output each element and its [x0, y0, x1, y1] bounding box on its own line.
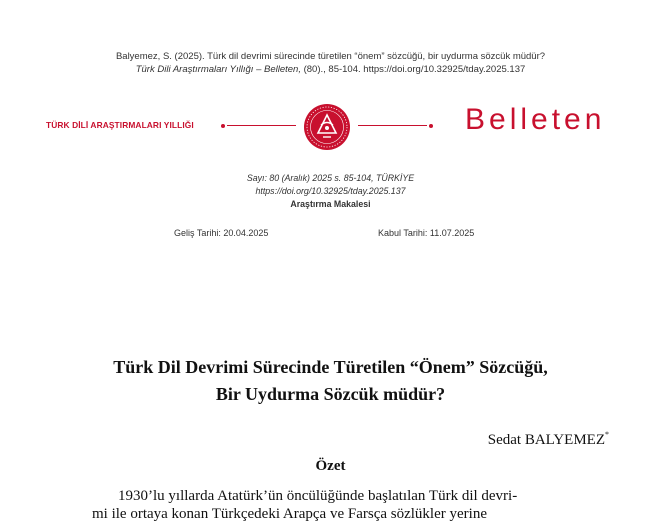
divider-dot-right: [429, 124, 433, 128]
citation-details: (80)., 85-104. https://doi.org/10.32925/tday.2025.137: [300, 64, 526, 75]
citation: [0, 50, 661, 76]
article-title-line-2: Bir Uydurma Sözcük müdür?: [215, 384, 446, 404]
author-name: Sedat BALYEMEZ: [487, 432, 605, 448]
belleten-title: Belleten: [465, 103, 606, 136]
article-title-line-1: Türk Dil Devrimi Sürecinde Türetilen “Önem” Sözcüğü,: [113, 357, 548, 377]
citation-line-2: [0, 63, 661, 76]
author: [488, 432, 609, 449]
abstract-heading: Özet: [315, 458, 346, 474]
divider-dot-left: [221, 124, 225, 128]
journal-name: TÜRK DİLİ ARAŞTIRMALARI YILLIĞI: [46, 120, 194, 130]
issue-info: [0, 172, 661, 211]
accepted-date: Kabul Tarihi: 11.07.2025: [378, 228, 475, 238]
divider-line-right: [358, 125, 427, 126]
tdk-emblem-icon: [303, 103, 351, 151]
article-type: Araştırma Makalesi: [290, 199, 371, 209]
divider-line-left: [227, 125, 296, 126]
abstract-line-2: mi ile ortaya konan Türkçedeki Arapça ve Farsça sözlükler yerine: [92, 506, 487, 522]
issue-line: Sayı: 80 (Aralık) 2025 s. 85-104, TÜRKİYE: [246, 173, 415, 183]
article-title: [0, 354, 661, 408]
received-date: Geliş Tarihi: 20.04.2025: [174, 228, 269, 238]
citation-journal: Türk Dili Araştırmaları Yıllığı – Belleten,: [135, 64, 301, 75]
citation-line-1: Balyemez, S. (2025). Türk dil devrimi sürecinde türetilen “önem” sözcüğü, bir uydurma sözcük müdür?: [115, 51, 546, 62]
issue-doi[interactable]: https://doi.org/10.32925/tday.2025.137: [255, 186, 406, 196]
abstract-line-1: 1930’lu yıllarda Atatürk’ün öncülüğünde başlatılan Türk dil devri-: [118, 488, 518, 504]
author-footnote-mark[interactable]: *: [605, 430, 609, 439]
